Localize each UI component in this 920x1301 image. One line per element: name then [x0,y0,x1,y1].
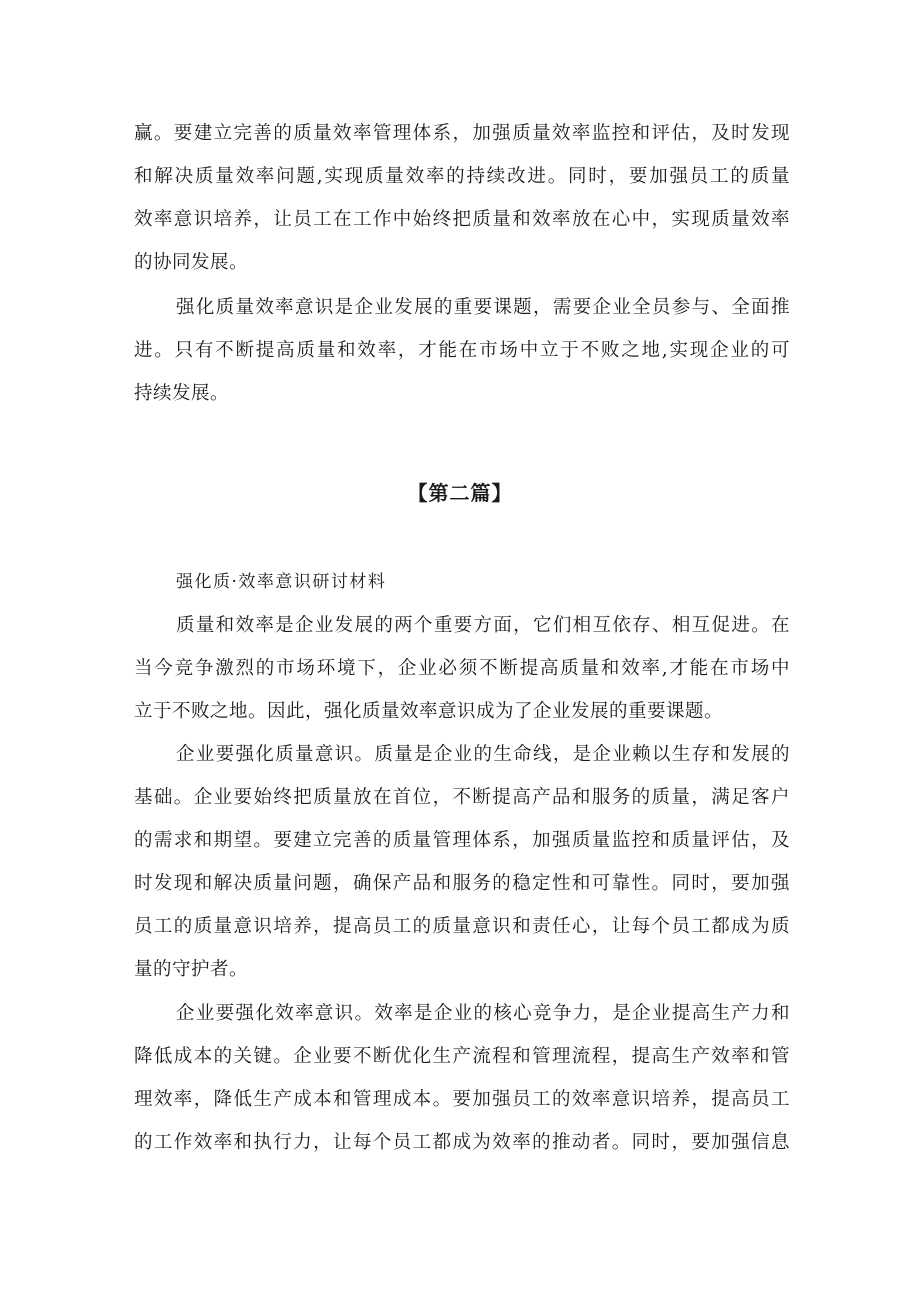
text-line: 赢。要建立完善的质量效率管理体系，加强质量效率监控和评估，及时发现 [134,123,790,144]
text-line: 质量和效率是企业发展的两个重要方面，它们相互依存、相互促进。在 [176,615,790,636]
text-line: 强化质量效率意识是企业发展的重要课题，需要企业全员参与、全面推 [176,297,790,318]
text-line: 效率意识培养，让员工在工作中始终把质量和效率放在心中，实现质量效率 [134,209,790,230]
paragraph-efficiency [134,992,790,1164]
text-line: 量的守护者。 [134,959,249,980]
text-line: 进。只有不断提高质量和效率，才能在市场中立于不败之地,实现企业的可 [134,340,790,361]
text-line: 时发现和解决质量问题，确保产品和服务的稳定性和可靠性。同时，要加强 [134,873,790,894]
text-line: 员工的质量意识培养，提高员工的质量意识和责任心，让每个员工都成为质 [134,916,790,937]
text-line: 持续发展。 [134,383,230,404]
paragraph-continuation [134,112,790,284]
text-line: 和解决质量效率问题,实现质量效率的持续改进。同时，要加强员工的质量 [134,166,790,187]
paragraph-quality [134,733,790,991]
text-line: 企业要强化效率意识。效率是企业的核心竞争力，是企业提高生产力和 [176,1003,790,1024]
text-line: 当今竞争激烈的市场环境下，企业必须不断提高质量和效率,才能在市场中 [134,658,790,679]
section-heading: 【第二篇】 [407,481,513,505]
text-line: 基础。企业要始终把质量放在首位，不断提高产品和服务的质量，满足客户 [134,787,790,808]
text-line: 的协同发展。 [134,252,249,273]
paragraph-intro [134,604,790,733]
text-line: 的需求和期望。要建立完善的质量管理体系，加强质量监控和质量评估，及 [134,830,790,851]
text-line: 立于不败之地。因此，强化质量效率意识成为了企业发展的重要课题。 [134,701,724,722]
text-line: 的工作效率和执行力，让每个员工都成为效率的推动者。同时，要加强信息 [134,1132,790,1153]
text-line: 降低成本的关键。企业要不断优化生产流程和管理流程，提高生产效率和管 [134,1046,790,1067]
text-line: 企业要强化质量意识。质量是企业的生命线，是企业赖以生存和发展的 [176,744,790,765]
document-subtitle: 强化质·效率意识研讨材料 [176,572,387,592]
text-line: 理效率，降低生产成本和管理成本。要加强员工的效率意识培养，提高员工 [134,1089,790,1110]
paragraph-conclusion [134,286,790,415]
